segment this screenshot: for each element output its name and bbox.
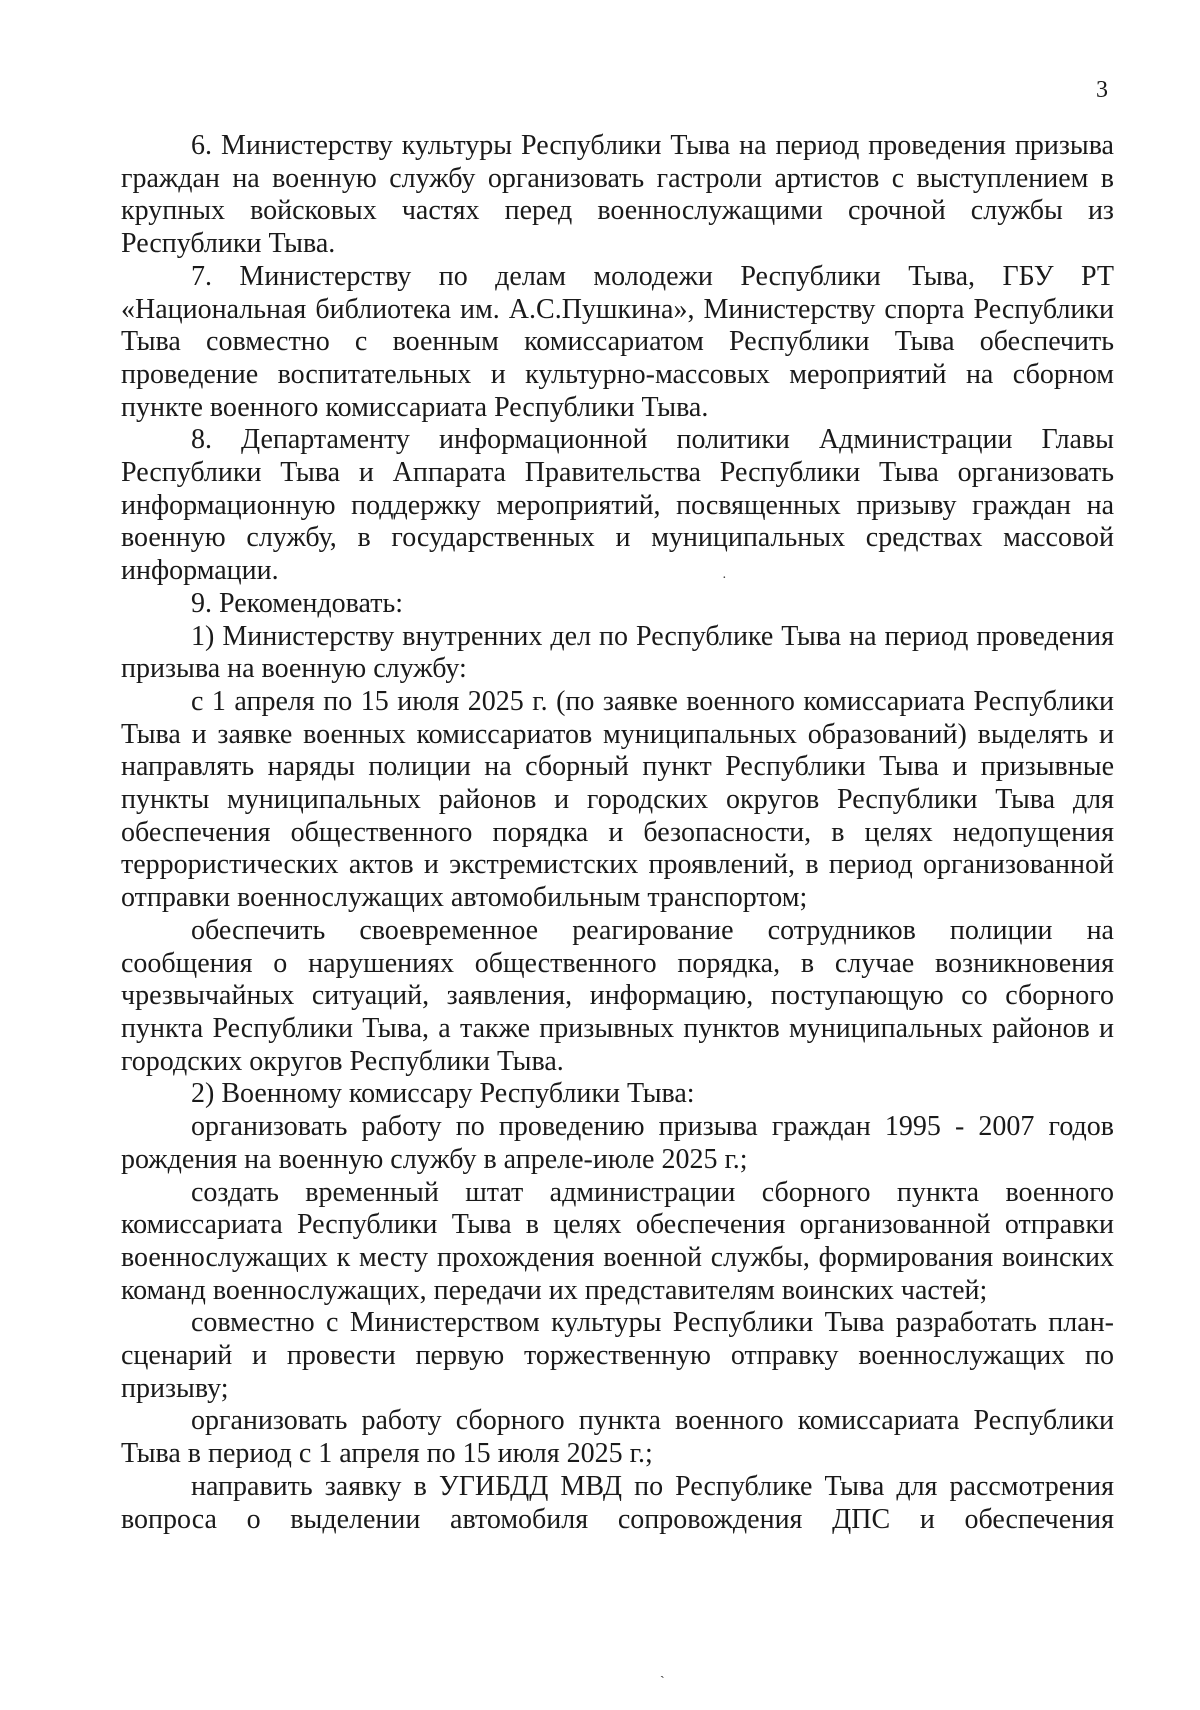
paragraph-8: 8. Департаменту информационной политики Администрации Главы Республики Тыва и Аппарата Правительства Республики Тыва организовать информационную поддержку мероприятий, посвященных призыву граждан на военную службу, в государственных и муниципальных средствах массовой информации. (121, 424, 1114, 587)
paragraph-7: 7. Министерству по делам молодежи Республики Тыва, ГБУ РТ «Национальная библиотека им. А.С.Пушкина», Министерству спорта Республики Тыва совместно с военным комиссариатом Республики Тыва обеспечить проведение воспитательных и культурно-массовых мероприятий на сборном пункте военного комиссариата Республики Тыва. (121, 260, 1114, 423)
paragraph-9-1-response: обеспечить своевременное реагирование сотрудников полиции на сообщения о нарушениях общественного порядка, в случае возникновения чрезвычайных ситуаций, заявления, информацию, поступающую со сборного пункта Республики Тыва, а также призывных пунктов муниципальных районов и городских округов Республики Тыва. (121, 914, 1114, 1077)
document-body (121, 130, 1114, 1536)
page-number: 3 (1096, 77, 1108, 103)
paragraph-9-2-organize-draft: организовать работу по проведению призыва граждан 1995 - 2007 годов рождения на военную службу в апреле-июле 2025 г.; (121, 1111, 1114, 1175)
paragraph-9-1-period: с 1 апреля по 15 июля 2025 г. (по заявке военного комиссариата Республики Тыва и заявке военных комиссариатов муниципальных образований) выделять и направлять наряды полиции на сборный пункт Республики Тыва и призывные пункты муниципальных районов и городских округов Республики Тыва для обеспечения общественного порядка и безопасности, в целях недопущения террористических актов и экстремистских проявлений, в период организованной отправки военнослужащих автомобильным транспортом; (121, 685, 1114, 914)
paragraph-9-1: 1) Министерству внутренних дел по Республике Тыва на период проведения призыва на военную службу: (121, 620, 1114, 685)
scan-speck: ˏ (660, 1664, 665, 1679)
paragraph-9-2-assembly-point: организовать работу сборного пункта военного комиссариата Республики Тыва в период с 1 апреля по 15 июля 2025 г.; (121, 1405, 1114, 1470)
paragraph-9-2-temporary-staff: создать временный штат администрации сборного пункта военного комиссариата Республики Тыва в целях обеспечения организованной отправки военнослужащих к месту прохождения военной службы, формирования воинских команд военнослужащих, передачи их представителям воинских частей; (121, 1176, 1114, 1306)
paragraph-6: 6. Министерству культуры Республики Тыва на период проведения призыва граждан на военную службу организовать гастроли артистов с выступлением в крупных войсковых частях перед военнослужащими срочной службы из Республики Тыва. (121, 130, 1114, 260)
paragraph-9-2-request: направить заявку в УГИБДД МВД по Республике Тыва для рассмотрения вопроса о выделении автомобиля сопровождения ДПС и обеспечения (121, 1470, 1114, 1535)
scan-speck: · (722, 571, 727, 586)
paragraph-9-2: 2) Военному комиссару Республики Тыва: (191, 1078, 695, 1110)
paragraph-9: 9. Рекомендовать: (191, 587, 403, 619)
paragraph-9-2-ceremony: совместно с Министерством культуры Республики Тыва разработать план-сценарий и провести первую торжественную отправку военнослужащих по призыву; (121, 1307, 1114, 1404)
